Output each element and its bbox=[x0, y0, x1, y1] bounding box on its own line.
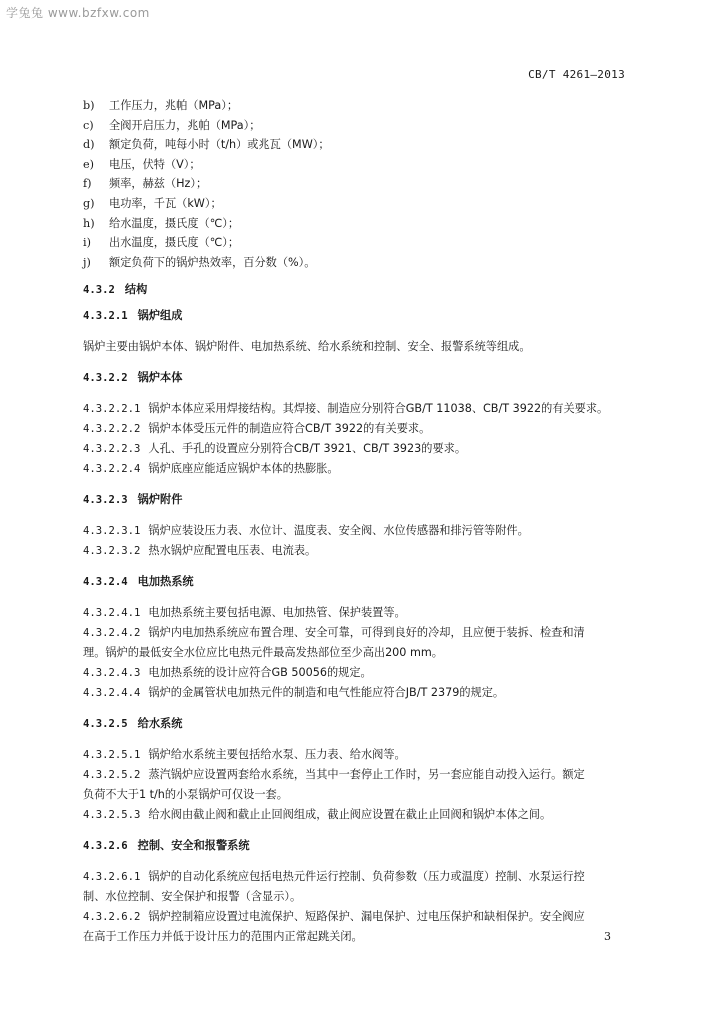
list-item: j) 额定负荷下的锅炉热效率，百分数（%）。 bbox=[83, 255, 316, 269]
watermark: 学兔兔 www.bzfxw.com bbox=[6, 6, 150, 20]
list-item: i) 出水温度，摄氏度（℃）； bbox=[83, 236, 240, 250]
list-item: e) 电压，伏特（V）； bbox=[83, 157, 201, 171]
clause: 4.3.2.6.2 锅炉控制箱应设置过电流保护、短路保护、漏电保护、过电压保护和缺相保护。安全阀应 bbox=[83, 910, 585, 923]
list-item: h) 给水温度，摄氏度（℃）； bbox=[83, 216, 240, 230]
list-item: b) 工作压力，兆帕（MPa）； bbox=[83, 99, 239, 112]
list-item: g) 电功率，千瓦（kW）； bbox=[83, 196, 222, 210]
section-heading: 4.3.2.1 锅炉组成 bbox=[83, 309, 183, 322]
section-heading: 4.3.2.4 电加热系统 bbox=[83, 575, 194, 588]
list-item: c) 全阀开启压力，兆帕（MPa）； bbox=[83, 118, 261, 132]
clause: 4.3.2.2.4 锅炉底座应能适应锅炉本体的热膨胀。 bbox=[83, 462, 339, 475]
clause: 4.3.2.3.2 热水锅炉应配置电压表、电流表。 bbox=[83, 544, 317, 557]
clause-continuation: 在高于工作压力并低于设计压力的范围内正常起跳关闭。 bbox=[83, 930, 363, 943]
clause: 4.3.2.4.2 锅炉内电加热系统应布置合理、安全可靠，可得到良好的冷却，且应便于装拆、检查和清 bbox=[83, 626, 585, 639]
clause: 4.3.2.5.3 给水阀由截止阀和截止止回阀组成，截止阀应设置在截止止回阀和锅炉本体之间。 bbox=[83, 808, 552, 821]
paragraph: 锅炉主要由锅炉本体、锅炉附件、电加热系统、给水系统和控制、安全、报警系统等组成。 bbox=[83, 340, 531, 353]
list-item: f) 频率，赫兹（Hz）； bbox=[83, 177, 208, 191]
clause: 4.3.2.5.2 蒸汽锅炉应设置两套给水系统，当其中一套停止工作时，另一套应能自动投入运行。额定 bbox=[83, 768, 585, 781]
section-heading: 4.3.2.6 控制、安全和报警系统 bbox=[83, 839, 250, 852]
clause: 4.3.2.3.1 锅炉应装设压力表、水位计、温度表、安全阀、水位传感器和排污管等附件。 bbox=[83, 524, 529, 537]
document-body bbox=[83, 280, 631, 947]
clause-continuation: 负荷不大于1 t/h的小泵锅炉可仅设一套。 bbox=[83, 788, 288, 801]
clause: 4.3.2.6.1 锅炉的自动化系统应包括电热元件运行控制、负荷参数（压力或温度）控制、水泵运行控 bbox=[83, 870, 585, 883]
clause: 4.3.2.2.2 锅炉本体受压元件的制造应符合CB/T 3922的有关要求。 bbox=[83, 422, 431, 435]
section-heading: 4.3.2 结构 bbox=[83, 283, 148, 296]
page-number: 3 bbox=[604, 930, 611, 943]
clause: 4.3.2.4.4 锅炉的金属管状电加热元件的制造和电气性能应符合JB/T 2379的规定。 bbox=[83, 686, 505, 699]
clause-continuation: 理。锅炉的最低安全水位应比电热元件最高发热部位至少高出200 mm。 bbox=[83, 646, 443, 659]
clause-continuation: 制、水位控制、安全保护和报警（含显示）。 bbox=[83, 890, 302, 903]
section-heading: 4.3.2.5 给水系统 bbox=[83, 717, 183, 730]
clause: 4.3.2.2.1 锅炉本体应采用焊接结构。其焊接、制造应分别符合GB/T 11038、CB/T 3922的有关要求。 bbox=[83, 402, 609, 415]
parameter-list bbox=[83, 96, 643, 272]
section-heading: 4.3.2.2 锅炉本体 bbox=[83, 371, 183, 384]
clause: 4.3.2.2.3 人孔、手孔的设置应分别符合CB/T 3921、CB/T 3923的要求。 bbox=[83, 442, 467, 455]
clause: 4.3.2.4.1 电加热系统主要包括电源、电加热管、保护装置等。 bbox=[83, 606, 406, 619]
standard-code: CB/T 4261—2013 bbox=[528, 68, 625, 81]
list-item: d) 额定负荷，吨每小时（t/h）或兆瓦（MW）； bbox=[83, 138, 330, 152]
section-heading: 4.3.2.3 锅炉附件 bbox=[83, 493, 183, 506]
clause: 4.3.2.4.3 电加热系统的设计应符合GB 50056的规定。 bbox=[83, 666, 372, 679]
clause: 4.3.2.5.1 锅炉给水系统主要包括给水泵、压力表、给水阀等。 bbox=[83, 748, 406, 761]
